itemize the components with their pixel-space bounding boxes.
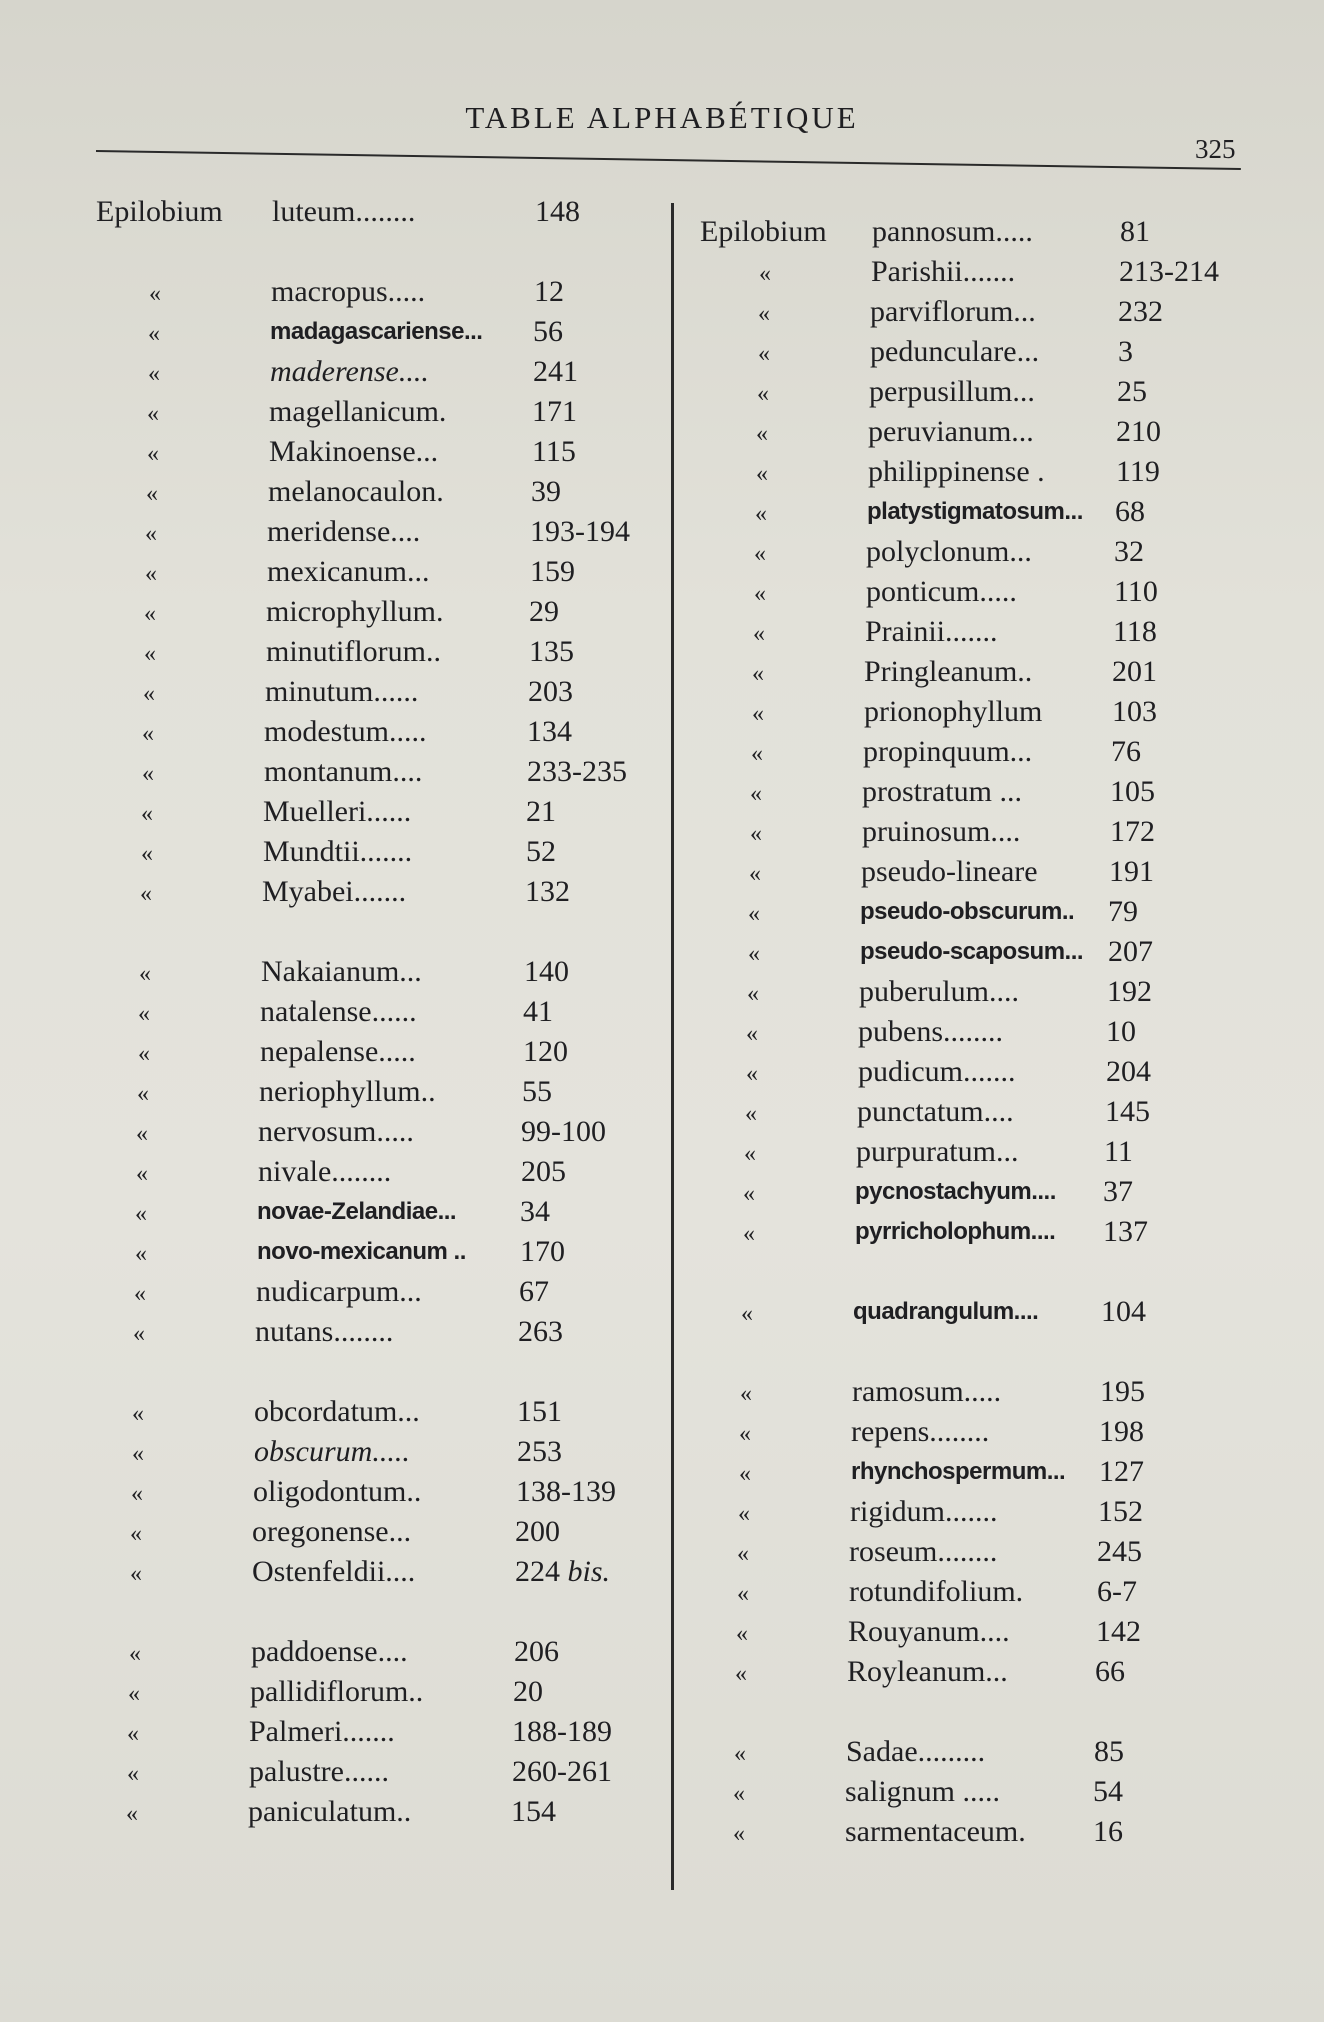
page-reference: 224 bis. [515, 1555, 611, 1588]
ditto-mark: « [737, 1581, 749, 1607]
ditto-mark: « [733, 1781, 745, 1807]
ditto-mark: « [758, 301, 770, 327]
species-name: pudicum....... [858, 1055, 1016, 1088]
ditto-mark: « [738, 1501, 750, 1527]
index-entry [0, 892, 1324, 932]
ditto-mark: « [752, 701, 764, 727]
index-entry [0, 1612, 1324, 1652]
page-reference: 193-194 [530, 515, 630, 548]
ditto-mark: « [745, 1101, 757, 1127]
species-name: microphyllum. [266, 595, 444, 628]
ditto-mark: « [741, 1301, 753, 1327]
ditto-mark: « [743, 1221, 755, 1247]
page-reference: 56 [533, 315, 563, 348]
species-name: obcordatum... [254, 1395, 420, 1428]
index-entry [0, 1772, 1324, 1812]
page-reference: 142 [1096, 1615, 1141, 1648]
page-reference: 103 [1112, 695, 1157, 728]
species-name: Ostenfeldii.... [252, 1555, 416, 1588]
page-reference: 191 [1109, 855, 1154, 888]
index-entry [0, 1412, 1324, 1452]
species-name: novo-mexicanum .. [257, 1238, 466, 1265]
species-name: minutiflorum.. [266, 635, 441, 668]
index-entry [0, 412, 1324, 452]
species-name: sarmentaceum. [845, 1815, 1026, 1848]
species-name: pannosum..... [872, 215, 1033, 248]
genus-name: Epilobium [700, 215, 827, 248]
index-entry [0, 772, 1324, 812]
page-reference: 76 [1111, 735, 1141, 768]
index-entry [0, 1172, 1324, 1212]
page-reference: 104 [1101, 1295, 1146, 1328]
species-name: paddoense.... [251, 1635, 408, 1668]
ditto-mark: « [759, 261, 771, 287]
page-reference: 39 [531, 475, 561, 508]
ditto-mark: « [137, 1081, 149, 1107]
ditto-mark: « [130, 1521, 142, 1547]
species-name: rotundifolium. [849, 1575, 1024, 1608]
page-reference: 172 [1110, 815, 1155, 848]
species-name: Sadae......... [846, 1735, 986, 1768]
species-name: pycnostachyum.... [855, 1178, 1056, 1205]
page-reference: 233-235 [527, 755, 627, 788]
index-entry [0, 652, 1324, 692]
ditto-mark: « [748, 901, 760, 927]
species-name: prionophyllum [864, 695, 1043, 728]
ditto-mark: « [733, 1821, 745, 1847]
index-entry [0, 1532, 1324, 1572]
page-reference: 29 [529, 595, 559, 628]
ditto-mark: « [746, 1021, 758, 1047]
species-name: Nakaianum... [261, 955, 422, 988]
species-name: nutans........ [255, 1315, 394, 1348]
species-name: pallidiflorum.. [250, 1675, 424, 1708]
page-reference: 115 [532, 435, 576, 468]
ditto-mark: « [136, 1121, 148, 1147]
ditto-mark: « [134, 1281, 146, 1307]
species-name: novae-Zelandiae... [257, 1198, 457, 1225]
page-reference: 145 [1105, 1095, 1150, 1128]
species-name: platystigmatosum... [867, 498, 1083, 525]
index-entry [0, 852, 1324, 892]
species-name: ponticum..... [866, 575, 1017, 608]
species-name: nepalense..... [260, 1035, 416, 1068]
page-reference: 203 [528, 675, 573, 708]
page-reference: 41 [523, 995, 553, 1028]
page-reference: 79 [1108, 895, 1138, 928]
ditto-mark: « [750, 821, 762, 847]
page-reference: 21 [526, 795, 556, 828]
index-entry [0, 452, 1324, 492]
page-reference: 154 [511, 1795, 556, 1828]
ditto-mark: « [127, 1721, 139, 1747]
ditto-mark: « [126, 1801, 138, 1827]
page-reference: 210 [1116, 415, 1161, 448]
index-entry [0, 572, 1324, 612]
index-entry [0, 732, 1324, 772]
ditto-mark: « [746, 1061, 758, 1087]
ditto-mark: « [136, 1161, 148, 1187]
species-name: pubens........ [858, 1015, 1003, 1048]
page-reference: 134 [527, 715, 572, 748]
species-name: palustre...... [249, 1755, 389, 1788]
page-reference: 152 [1098, 1495, 1143, 1528]
ditto-mark: « [754, 541, 766, 567]
page-reference: 11 [1104, 1135, 1133, 1168]
ditto-mark: « [135, 1201, 147, 1227]
species-name: modestum..... [264, 715, 427, 748]
page-reference: 119 [1116, 455, 1160, 488]
page-reference: 140 [524, 955, 569, 988]
species-name: philippinense . [868, 455, 1045, 488]
ditto-mark: « [148, 321, 160, 347]
index-entry [0, 932, 1324, 972]
page-reference: 207 [1108, 935, 1153, 968]
page-reference: 34 [520, 1195, 550, 1228]
species-name: puberulum.... [859, 975, 1019, 1008]
ditto-mark: « [135, 1241, 147, 1267]
ditto-mark: « [758, 341, 770, 367]
species-name: punctatum.... [857, 1095, 1014, 1128]
ditto-mark: « [757, 381, 769, 407]
ditto-mark: « [736, 1621, 748, 1647]
ditto-mark: « [739, 1461, 751, 1487]
page-reference: 66 [1095, 1655, 1125, 1688]
species-name: parviflorum... [870, 295, 1036, 328]
species-name: Palmeri....... [249, 1715, 395, 1748]
index-entry [0, 1812, 1324, 1852]
species-name: Myabei....... [262, 875, 407, 908]
species-name: luteum........ [272, 195, 416, 228]
page-reference: 99-100 [521, 1115, 606, 1148]
ditto-mark: « [748, 941, 760, 967]
species-name: obscurum..... [254, 1435, 410, 1468]
page-reference: 192 [1107, 975, 1152, 1008]
page-title: TABLE ALPHABÉTIQUE [465, 100, 859, 135]
page-reference: 198 [1099, 1415, 1144, 1448]
index-entry [0, 1212, 1324, 1252]
species-name: montanum.... [264, 755, 423, 788]
ditto-mark: « [138, 1001, 150, 1027]
ditto-mark: « [143, 681, 155, 707]
page-reference: 241 [533, 355, 578, 388]
species-name: Muelleri...... [263, 795, 412, 828]
page-reference: 195 [1100, 1375, 1145, 1408]
page-reference: 55 [522, 1075, 552, 1108]
species-name: nudicarpum... [256, 1275, 422, 1308]
index-entry [0, 332, 1324, 372]
page-reference: 20 [513, 1675, 543, 1708]
index-entry [0, 372, 1324, 412]
species-name: Parishii....... [871, 255, 1016, 288]
species-name: Rouyanum.... [848, 1615, 1010, 1648]
ditto-mark: « [142, 721, 154, 747]
page-reference: 120 [523, 1035, 568, 1068]
index-entry [0, 252, 1324, 292]
ditto-mark: « [144, 641, 156, 667]
page-reference: 52 [526, 835, 556, 868]
index-entry [0, 1492, 1324, 1532]
ditto-mark: « [756, 461, 768, 487]
species-name: natalense...... [260, 995, 417, 1028]
page-reference: 10 [1106, 1015, 1136, 1048]
page-reference: 159 [530, 555, 575, 588]
species-name: mexicanum... [267, 555, 430, 588]
page-reference: 105 [1110, 775, 1155, 808]
ditto-mark: « [739, 1421, 751, 1447]
ditto-mark: « [754, 581, 766, 607]
page-reference: 170 [520, 1235, 565, 1268]
species-name: perpusillum... [869, 375, 1035, 408]
species-name: Makinoense... [269, 435, 439, 468]
species-name: oregonense... [252, 1515, 412, 1548]
page-reference: 37 [1103, 1175, 1133, 1208]
index-entry [0, 492, 1324, 532]
species-name: nervosum..... [258, 1115, 414, 1148]
ditto-mark: « [753, 621, 765, 647]
ditto-mark: « [140, 881, 152, 907]
index-entry [0, 972, 1324, 1012]
ditto-mark: « [141, 801, 153, 827]
ditto-mark: « [148, 361, 160, 387]
species-name: pruinosum.... [862, 815, 1021, 848]
species-name: Prainii....... [865, 615, 998, 648]
species-name: prostratum ... [862, 775, 1022, 808]
species-name: nivale........ [258, 1155, 392, 1188]
species-name: minutum...... [265, 675, 419, 708]
ditto-mark: « [147, 441, 159, 467]
page-reference: 127 [1099, 1455, 1144, 1488]
species-name: pseudo-lineare [861, 855, 1038, 888]
page-reference: 171 [532, 395, 577, 428]
page-reference: 206 [514, 1635, 559, 1668]
index-entry [0, 1652, 1324, 1692]
index-entry [0, 1092, 1324, 1132]
species-name: polyclonum... [866, 535, 1032, 568]
page-reference: 232 [1118, 295, 1163, 328]
page-reference: 263 [518, 1315, 563, 1348]
index-entry [0, 612, 1324, 652]
ditto-mark: « [131, 1481, 143, 1507]
index-entry [0, 692, 1324, 732]
page-reference: 137 [1103, 1215, 1148, 1248]
page-reference: 16 [1093, 1815, 1123, 1848]
ditto-mark: « [145, 561, 157, 587]
page-reference: 148 [535, 195, 580, 228]
species-name: peruvianum... [868, 415, 1034, 448]
page-reference: 151 [517, 1395, 562, 1428]
species-name: meridense.... [267, 515, 421, 548]
species-name: salignum ..... [845, 1775, 1000, 1808]
species-name: madagascariense... [270, 318, 483, 345]
species-name: neriophyllum.. [259, 1075, 436, 1108]
index-entry [0, 212, 1324, 252]
page-reference: 201 [1112, 655, 1157, 688]
ditto-mark: « [128, 1681, 140, 1707]
index-entry [0, 532, 1324, 572]
page-reference: 132 [525, 875, 570, 908]
index-entry [0, 292, 1324, 332]
ditto-mark: « [755, 501, 767, 527]
page-reference: 25 [1117, 375, 1147, 408]
genus-name: Epilobium [96, 195, 223, 228]
species-name: rhynchospermum... [851, 1458, 1066, 1485]
species-name: propinquum... [863, 735, 1033, 768]
species-name: pedunculare... [870, 335, 1040, 368]
species-name: pseudo-scaposum... [860, 938, 1084, 965]
page-reference: 68 [1115, 495, 1145, 528]
page-reference: 253 [517, 1435, 562, 1468]
ditto-mark: « [127, 1761, 139, 1787]
species-name: melanocaulon. [268, 475, 444, 508]
index-entry [0, 812, 1324, 852]
page-reference: 54 [1093, 1775, 1123, 1808]
page-reference: 6-7 [1097, 1575, 1137, 1608]
page-reference: 138-139 [516, 1475, 616, 1508]
species-name: macropus..... [271, 275, 426, 308]
page-reference: 85 [1094, 1735, 1124, 1768]
page-reference: 3 [1118, 335, 1133, 368]
ditto-mark: « [751, 741, 763, 767]
index-entry [0, 1732, 1324, 1772]
ditto-mark: « [145, 521, 157, 547]
ditto-mark: « [750, 781, 762, 807]
page-reference: 12 [534, 275, 564, 308]
index-entry [0, 1012, 1324, 1052]
ditto-mark: « [146, 481, 158, 507]
species-name: ramosum..... [852, 1375, 1002, 1408]
ditto-mark: « [747, 981, 759, 1007]
ditto-mark: « [740, 1381, 752, 1407]
ditto-mark: « [149, 281, 161, 307]
index-entry [0, 1132, 1324, 1172]
page-reference: 205 [521, 1155, 566, 1188]
ditto-mark: « [734, 1741, 746, 1767]
page-reference: 260-261 [512, 1755, 612, 1788]
ditto-mark: « [132, 1441, 144, 1467]
ditto-mark: « [139, 961, 151, 987]
ditto-mark: « [142, 761, 154, 787]
ditto-mark: « [744, 1141, 756, 1167]
ditto-mark: « [735, 1661, 747, 1687]
species-name: repens........ [851, 1415, 990, 1448]
index-entry [0, 1292, 1324, 1332]
index-entry [0, 1052, 1324, 1092]
ditto-mark: « [743, 1181, 755, 1207]
page-reference: 200 [515, 1515, 560, 1548]
page-reference: 213-214 [1119, 255, 1219, 288]
ditto-mark: « [129, 1641, 141, 1667]
species-name: pseudo-obscurum.. [860, 898, 1075, 925]
species-name: maderense.... [270, 355, 429, 388]
species-name: roseum........ [849, 1535, 998, 1568]
ditto-mark: « [147, 401, 159, 427]
species-name: purpuratum... [856, 1135, 1019, 1168]
ditto-mark: « [749, 861, 761, 887]
page-reference: 32 [1114, 535, 1144, 568]
species-name: quadrangulum.... [853, 1298, 1039, 1325]
species-name: paniculatum.. [248, 1795, 412, 1828]
ditto-mark: « [144, 601, 156, 627]
species-name: oligodontum.. [253, 1475, 422, 1508]
ditto-mark: « [752, 661, 764, 687]
ditto-mark: « [138, 1041, 150, 1067]
ditto-mark: « [737, 1541, 749, 1567]
ditto-mark: « [130, 1561, 142, 1587]
page-reference: 245 [1097, 1535, 1142, 1568]
species-name: Mundtii....... [263, 835, 413, 868]
species-name: magellanicum. [269, 395, 447, 428]
page-reference: 110 [1114, 575, 1158, 608]
page-reference: 188-189 [512, 1715, 612, 1748]
ditto-mark: « [756, 421, 768, 447]
species-name: pyrricholophum.... [855, 1218, 1056, 1245]
page-number: 325 [1195, 134, 1236, 164]
page-reference: 135 [529, 635, 574, 668]
species-name: rigidum....... [850, 1495, 998, 1528]
index-entry [0, 1372, 1324, 1412]
page-reference: 81 [1120, 215, 1150, 248]
ditto-mark: « [132, 1401, 144, 1427]
species-name: Pringleanum.. [864, 655, 1033, 688]
species-name: Royleanum... [847, 1655, 1008, 1688]
index-entry [0, 1452, 1324, 1492]
page-reference: 67 [519, 1275, 549, 1308]
ditto-mark: « [133, 1321, 145, 1347]
ditto-mark: « [141, 841, 153, 867]
page-reference: 118 [1113, 615, 1157, 648]
index-entry [0, 1572, 1324, 1612]
page-reference: 204 [1106, 1055, 1151, 1088]
